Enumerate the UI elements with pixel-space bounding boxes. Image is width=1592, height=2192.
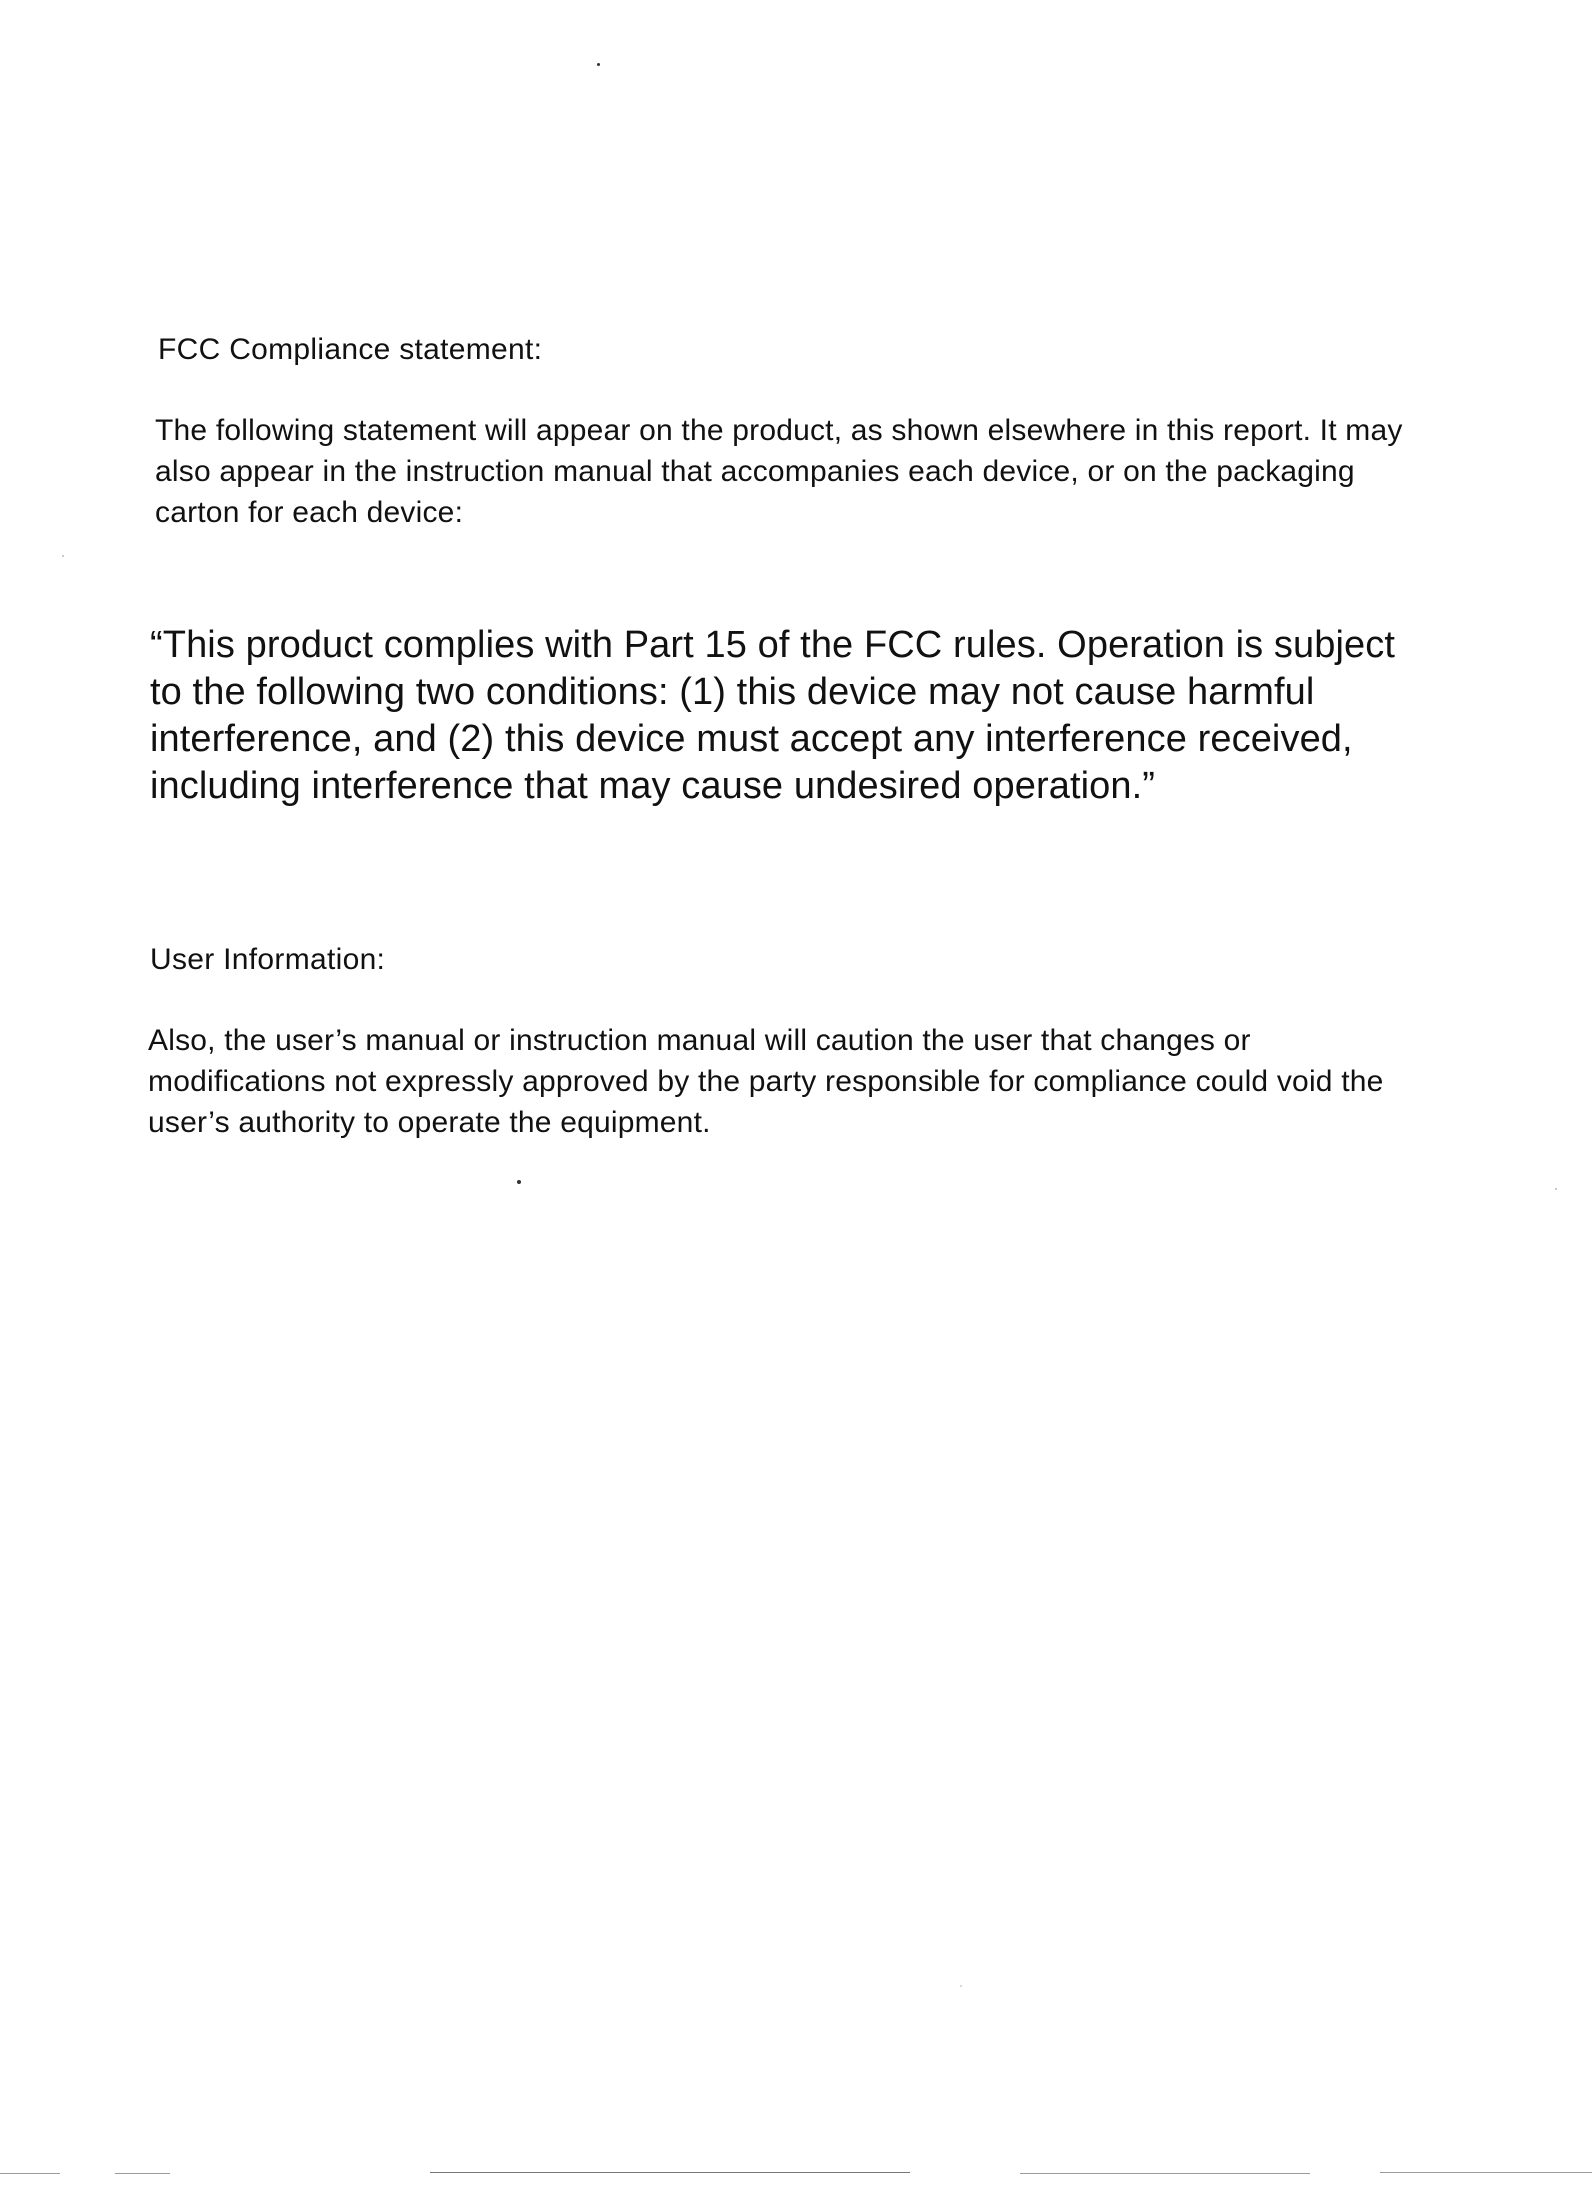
scan-bottom-edge-line — [115, 2173, 170, 2174]
fcc-compliance-heading: FCC Compliance statement: — [158, 333, 543, 366]
scan-bottom-edge-line — [1380, 2172, 1592, 2173]
user-information-heading: User Information: — [150, 943, 386, 976]
scan-speck — [1555, 1188, 1557, 1190]
fcc-part15-statement: “This product complies with Part 15 of the FCC rules. Operation is subject to the following two conditions: (1) this device may not cause harmful interference, and (2) this device must accept any interference received, including interference that may cause undesired operation.” — [150, 624, 1396, 807]
scan-speck — [517, 1180, 521, 1184]
scan-speck — [62, 555, 64, 557]
scan-bottom-edge-line — [0, 2173, 60, 2174]
scan-speck — [597, 63, 600, 66]
scan-bottom-edge-line — [1020, 2173, 1310, 2174]
fcc-compliance-intro-paragraph: The following statement will appear on the product, as shown elsewhere in this report. It may also appear in the instruction manual that accompanies each device, or on the packaging carton for each device: — [155, 414, 1403, 529]
scan-speck — [960, 1985, 962, 1987]
scan-bottom-edge-line — [430, 2172, 910, 2173]
user-information-paragraph: Also, the user’s manual or instruction manual will caution the user that changes or modifications not expressly approved by the party responsible for compliance could void the user’s authority to operate the equipment. — [148, 1024, 1384, 1139]
